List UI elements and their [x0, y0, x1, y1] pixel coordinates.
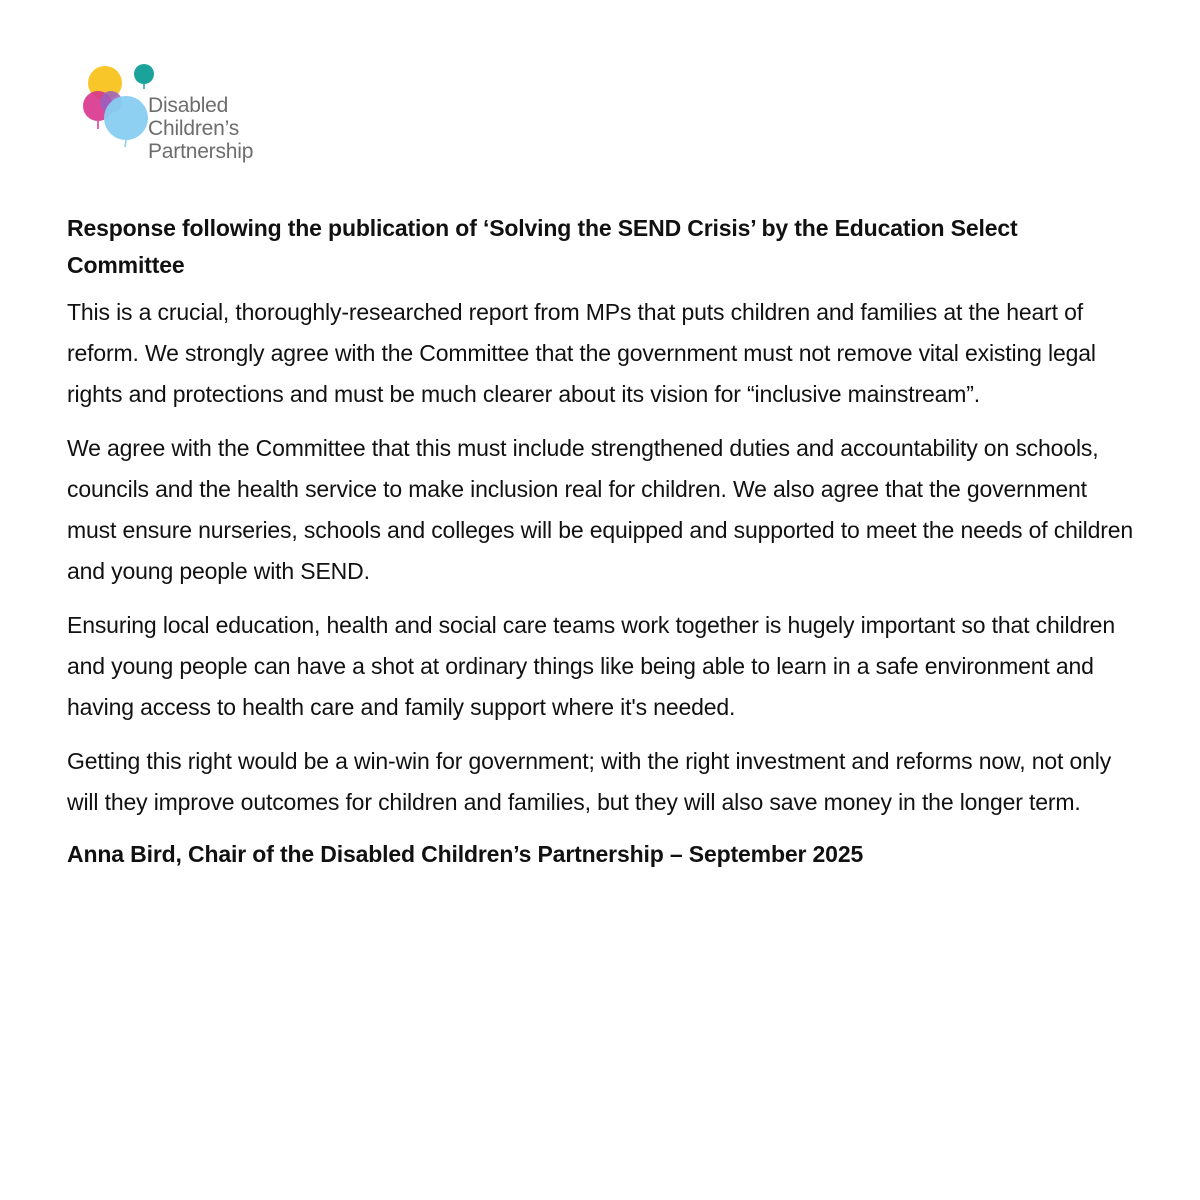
logo-wordmark: [148, 94, 253, 163]
paragraph-2: We agree with the Committee that this must include strengthened duties and accountability on schools, councils and the health service to make inclusion real for children. We also agree that the government must ensure nurseries, schools and colleges will be equipped and supported to meet the needs of children and young people with SEND.: [67, 435, 1134, 584]
paragraph-3: Ensuring local education, health and social care teams work together is hugely important so that children and young people can have a shot at ordinary things like being able to learn in a safe environment and having access to health care and family support where it's needed.: [67, 612, 1115, 720]
statement-body: [67, 210, 1137, 873]
logo-line-1: Disabled: [148, 94, 229, 117]
paragraph-1: This is a crucial, thoroughly-researched report from MPs that puts children and families at the heart of reform. We strongly agree with the Committee that the government must not remove vital existing legal rights and protections and must be much clearer about its vision for “inclusive mainstream”.: [67, 299, 1096, 407]
signoff-line: Anna Bird, Chair of the Disabled Children’s Partnership – September 2025: [67, 841, 864, 867]
logo-line-2: Children’s: [148, 117, 239, 140]
paragraph-4: Getting this right would be a win-win for government; with the right investment and reforms now, not only will they improve outcomes for children and families, but they will also save money in the longer term.: [67, 748, 1112, 815]
statement-heading: Response following the publication of ‘Solving the SEND Crisis’ by the Education Select Committee: [67, 215, 1018, 278]
organisation-logo: [78, 62, 318, 177]
logo-line-3: Partnership: [148, 140, 254, 163]
